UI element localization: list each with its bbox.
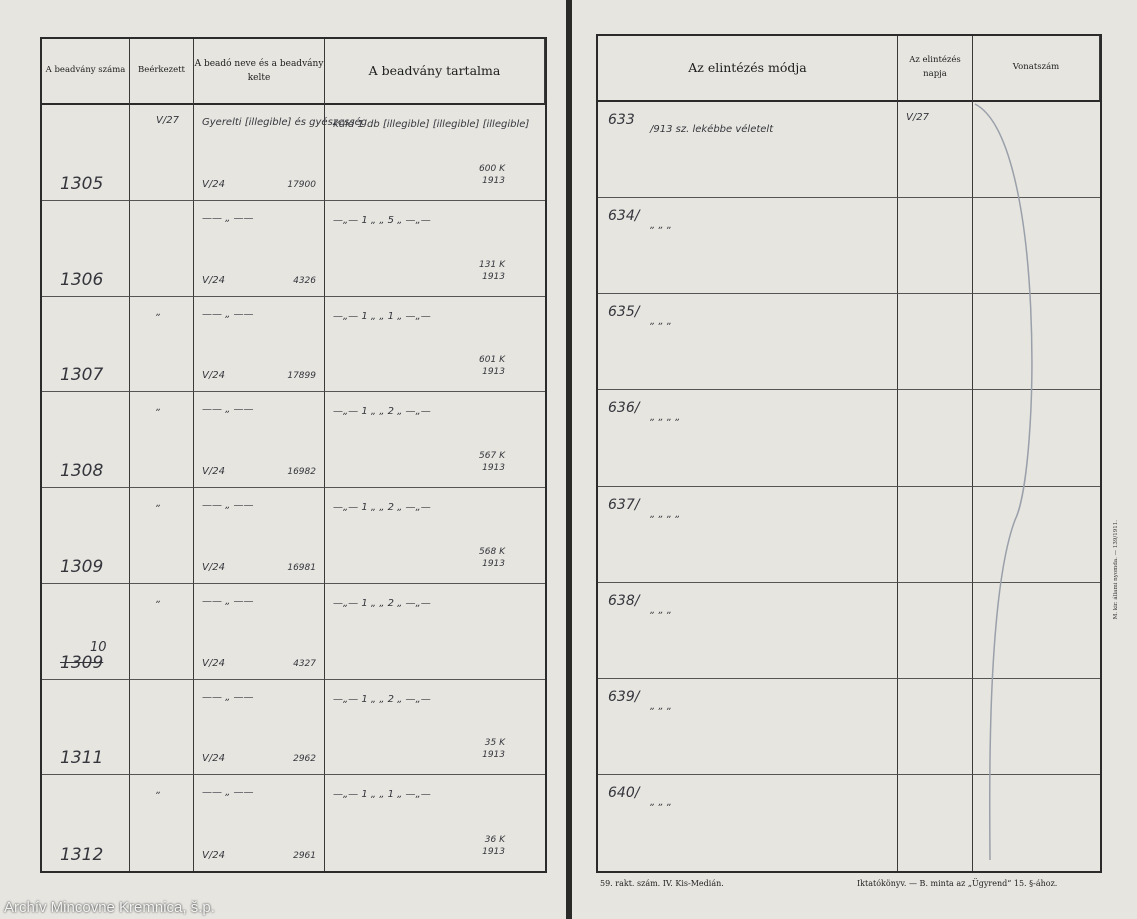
train-number-cell xyxy=(973,583,1100,679)
entry-sender-name: —— „ —— xyxy=(202,595,254,607)
header-content: A beadvány tartalma xyxy=(325,39,545,105)
entry-sender-name: Gyerelti [illegible] és gyészesség xyxy=(202,117,368,128)
entry-sender-name: —— „ —— xyxy=(202,787,254,799)
disposition-cell xyxy=(598,487,898,583)
entry-amount: 568 K xyxy=(479,546,505,557)
entry-reference: 4326 xyxy=(293,275,316,286)
disposition-number: 639/ xyxy=(608,688,640,705)
entry-received: „ xyxy=(156,785,162,797)
disposition-cell xyxy=(598,198,898,294)
disposition-date-cell xyxy=(898,198,973,294)
entry-year: 1913 xyxy=(482,367,505,378)
disposition-date-cell xyxy=(898,679,973,775)
entry-content-cell xyxy=(325,488,545,584)
entry-number-cell xyxy=(42,297,130,393)
disposition-date-cell xyxy=(898,102,973,198)
entry-received-cell xyxy=(130,201,194,297)
entry-amount: 567 K xyxy=(479,451,505,461)
entry-year: 1913 xyxy=(482,271,505,282)
right-register-table xyxy=(596,34,1102,873)
entry-received-cell xyxy=(130,680,194,776)
train-number-cell xyxy=(973,294,1100,390)
entry-content-cell xyxy=(325,392,545,488)
train-number-cell xyxy=(973,679,1100,775)
entry-content-cell xyxy=(325,680,545,776)
entry-received-cell xyxy=(130,297,194,393)
entry-number-cell xyxy=(42,105,130,201)
right-footer: Iktatókönyv. — B. minta az „Ügyrend“ 15. §-ához. xyxy=(857,879,1058,888)
entry-number-cell xyxy=(42,392,130,488)
disposition-text: „ „ „ xyxy=(650,700,672,712)
entry-amount: 600 K xyxy=(479,163,505,174)
header-disposition: Az elintézés módja xyxy=(598,36,898,102)
header-received: Beérkezett xyxy=(130,39,194,105)
entry-sender-name: —— „ —— xyxy=(202,691,254,703)
entry-sender-name: —— „ —— xyxy=(202,308,254,320)
disposition-date-cell xyxy=(898,390,973,486)
disposition-date-cell xyxy=(898,583,973,679)
disposition-date: V/27 xyxy=(906,112,929,123)
entry-date: V/24 xyxy=(202,561,225,573)
entry-sender-cell xyxy=(194,488,325,584)
entry-number: 1309 xyxy=(60,556,104,577)
disposition-number: 637/ xyxy=(608,496,640,513)
train-number-cell xyxy=(973,102,1100,198)
left-footer: 59. rakt. szám. IV. Kis-Medián. xyxy=(600,879,724,888)
entry-date: V/24 xyxy=(202,370,225,382)
entry-received-cell xyxy=(130,775,194,871)
entry-date: V/24 xyxy=(202,850,225,861)
entry-number: 1308 xyxy=(60,461,104,481)
entry-number: 1306 xyxy=(60,269,104,290)
entry-year: 1913 xyxy=(482,463,505,473)
entry-received-cell xyxy=(130,488,194,584)
entry-date: V/24 xyxy=(202,753,225,765)
entry-sender-cell xyxy=(194,775,325,871)
header-train-number: Vonatszám xyxy=(973,36,1100,102)
disposition-text: „ „ „ „ xyxy=(650,508,681,520)
entry-number-cell xyxy=(42,584,130,680)
entry-reference: 16982 xyxy=(287,467,316,477)
printer-side-note: M. kir. állami nyomda. — 139/1911. xyxy=(1113,520,1119,620)
entry-reference: 2962 xyxy=(293,754,316,765)
entry-received-cell xyxy=(130,105,194,201)
entry-year: 1913 xyxy=(482,847,505,857)
entry-received: „ xyxy=(156,498,162,509)
entry-amount: 131 K xyxy=(479,259,505,270)
archive-watermark: Archív Mincovne Kremnica, š.p. xyxy=(4,899,215,916)
disposition-cell xyxy=(598,102,898,198)
entry-content-cell xyxy=(325,775,545,871)
disposition-number: 638/ xyxy=(608,592,640,609)
entry-date: V/24 xyxy=(202,657,225,669)
disposition-number: 633 xyxy=(608,112,635,128)
entry-sender-cell xyxy=(194,392,325,488)
disposition-text: „ „ „ xyxy=(650,220,672,232)
entry-sender-name: —— „ —— xyxy=(202,404,254,416)
header-disposition-date: Az elintézés napja xyxy=(898,36,973,102)
entry-number-cell xyxy=(42,201,130,297)
disposition-number: 636/ xyxy=(608,400,640,417)
disposition-text: „ „ „ xyxy=(650,796,672,808)
entry-number: 1305 xyxy=(60,173,104,194)
entry-number-cell xyxy=(42,488,130,584)
entry-content-cell xyxy=(325,105,545,201)
disposition-cell xyxy=(598,294,898,390)
entry-sender-cell xyxy=(194,584,325,680)
entry-number: 1307 xyxy=(60,365,104,386)
entry-number: 1309 xyxy=(60,652,104,673)
entry-reference: 17899 xyxy=(287,371,316,382)
entry-year: 1913 xyxy=(482,558,505,569)
entry-received: V/27 xyxy=(156,115,179,126)
entry-received: „ xyxy=(156,306,162,318)
entry-content-cell xyxy=(325,584,545,680)
entry-sender-cell xyxy=(194,297,325,393)
entry-sender-cell xyxy=(194,680,325,776)
entry-reference: 17900 xyxy=(287,179,316,190)
train-number-cell xyxy=(973,390,1100,486)
disposition-cell xyxy=(598,775,898,871)
header-number: A beadvány száma xyxy=(42,39,130,105)
entry-content: —„— 1 „ „ 2 „ —„— xyxy=(333,693,431,705)
entry-received-cell xyxy=(130,392,194,488)
entry-sender-cell xyxy=(194,201,325,297)
disposition-text: „ „ „ xyxy=(650,316,672,328)
entry-content: —„— 1 „ „ 5 „ —„— xyxy=(333,214,431,226)
entry-content: —„— 1 „ „ 2 „ —„— xyxy=(333,502,431,513)
disposition-number: 634/ xyxy=(608,208,640,225)
disposition-cell xyxy=(598,390,898,486)
entry-reference: 16981 xyxy=(287,562,316,573)
entry-sender-name: —— „ —— xyxy=(202,212,254,224)
entry-date: V/24 xyxy=(202,466,225,477)
entry-received: „ xyxy=(156,593,162,605)
entry-date: V/24 xyxy=(202,178,225,190)
entry-date: V/24 xyxy=(202,274,225,286)
left-register-table xyxy=(40,37,547,873)
disposition-text: „ „ „ „ xyxy=(650,412,681,424)
entry-amount: 35 K xyxy=(484,738,505,749)
entry-reference: 2961 xyxy=(293,851,316,861)
disposition-cell xyxy=(598,679,898,775)
disposition-date-cell xyxy=(898,294,973,390)
entry-reference: 4327 xyxy=(293,658,316,669)
entry-amount: 601 K xyxy=(479,355,505,366)
entry-number-correction: 10 xyxy=(90,639,107,655)
disposition-number: 640/ xyxy=(608,784,640,801)
entry-content-cell xyxy=(325,201,545,297)
entry-received-cell xyxy=(130,584,194,680)
train-number-cell xyxy=(973,198,1100,294)
entry-content: —„— 1 „ „ 1 „ —„— xyxy=(333,789,431,801)
entry-sender-cell xyxy=(194,105,368,201)
disposition-date-cell xyxy=(898,487,973,583)
entry-content: —„— 1 „ „ 2 „ —„— xyxy=(333,597,431,609)
entry-year: 1913 xyxy=(482,175,505,186)
entry-content: küld 1 db [illegible] [illegible] [illegible] xyxy=(333,119,530,130)
entry-received: „ xyxy=(156,402,162,414)
entry-content: —„— 1 „ „ 1 „ —„— xyxy=(333,310,431,322)
entry-number: 1312 xyxy=(60,845,104,865)
disposition-text: „ „ „ xyxy=(650,604,672,616)
entry-year: 1913 xyxy=(482,750,505,761)
disposition-cell xyxy=(598,583,898,679)
disposition-date-cell xyxy=(898,775,973,871)
entry-number-cell xyxy=(42,775,130,871)
entry-content-cell xyxy=(325,297,545,393)
header-sender: A beadó neve és a beadvány kelte xyxy=(194,39,325,105)
disposition-number: 635/ xyxy=(608,304,640,321)
entry-amount: 36 K xyxy=(484,835,505,845)
entry-sender-name: —— „ —— xyxy=(202,500,254,511)
entry-number: 1311 xyxy=(60,748,104,769)
train-number-cell xyxy=(973,775,1100,871)
disposition-text: /913 sz. lekébbe véletelt xyxy=(650,124,774,135)
train-number-cell xyxy=(973,487,1100,583)
entry-number-cell xyxy=(42,680,130,776)
entry-content: —„— 1 „ „ 2 „ —„— xyxy=(333,406,431,418)
